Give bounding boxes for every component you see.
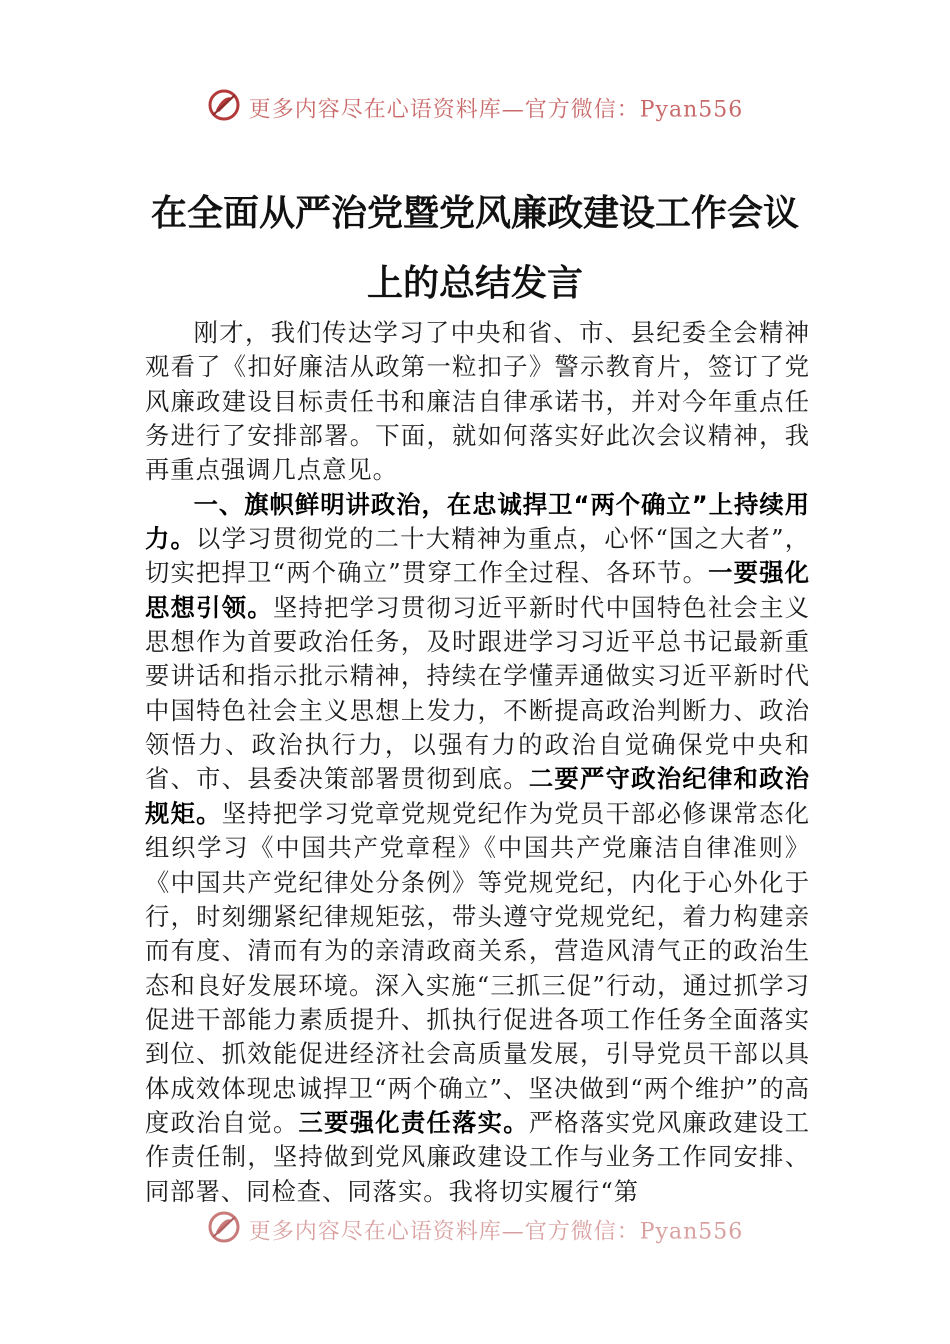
- document-body: [145, 316, 810, 1216]
- point-1-text: 坚持把学习贯彻习近平新时代中国特色社会主义思想作为首要政治任务，及时跟进学习习近平总书记最新重要讲话和指示批示精神，持续在学懂弄通做实习近平新时代中国特色社会主义思想上发力，不断提高政治判断力、政治领悟力、政治执行力，以强有力的政治自觉确保党中央和省、市、县委决策部署贯彻到底。: [145, 592, 810, 794]
- watermark-text: 更多内容尽在心语资料库—官方微信：Pyan556: [248, 1219, 744, 1245]
- section-1-text: 以学习贯彻党的二十大精神为重点，心怀“国之大者”，切实把捍卫“两个确立”贯穿工作全过程、各环节。: [145, 524, 810, 588]
- logo-icon: [207, 1210, 241, 1250]
- watermark-header: [0, 88, 950, 128]
- point-2-text: 坚持把学习党章党规党纪作为党员干部必修课常态化组织学习《中国共产党章程》《中国共产党廉洁自律准则》《中国共产党纪律处分条例》等党规党纪，内化于心外化于行，时刻绷紧纪律规矩弦，带头遵守党规党纪，着力构建亲而有度、清而有为的亲清政商关系，营造风清气正的政治生态和良好发展环境。深入实施“三抓三促”行动，通过抓学习促进干部能力素质提升、抓执行促进各项工作任务全面落实到位、抓效能促进经济社会高质量发展，引导党员干部以具体成效体现忠诚捍卫“两个确立”、坚决做到“两个维护”的高度政治自觉。: [145, 798, 810, 1137]
- point-3-heading: 三要强化责任落实。: [298, 1107, 529, 1137]
- watermark-footer: [0, 1210, 950, 1250]
- logo-icon: [207, 88, 241, 128]
- section-1-heading: 一、旗帜鲜明讲政治，在忠诚捍卫“两个确立”上持续用力。: [145, 489, 810, 554]
- point-3-text: 严格落实党风廉政建设工作责任制，坚持做到党风廉政建设工作与业务工作同安排、同部署、同检查、同落实。我将切实履行“第: [145, 1107, 810, 1206]
- title-line-1: 在全面从严治党暨党风廉政建设工作会议: [150, 192, 799, 234]
- point-1-heading: 一要强化思想引领。: [145, 558, 810, 622]
- document-title: [145, 178, 805, 318]
- watermark-text: 更多内容尽在心语资料库—官方微信：Pyan556: [248, 97, 744, 123]
- section-paragraph: [145, 488, 810, 1209]
- point-2-heading: 二要严守政治纪律和政治规矩。: [145, 764, 810, 828]
- title-line-2: 上的总结发言: [366, 262, 583, 304]
- intro-paragraph: 刚才，我们传达学习了中央和省、市、县纪委全会精神观看了《扣好廉洁从政第一粒扣子》警示教育片，签订了党风廉政建设目标责任书和廉洁自律承诺书，并对今年重点任务进行了安排部署。下面，就如何落实好此次会议精神，我再重点强调几点意见。: [145, 318, 810, 485]
